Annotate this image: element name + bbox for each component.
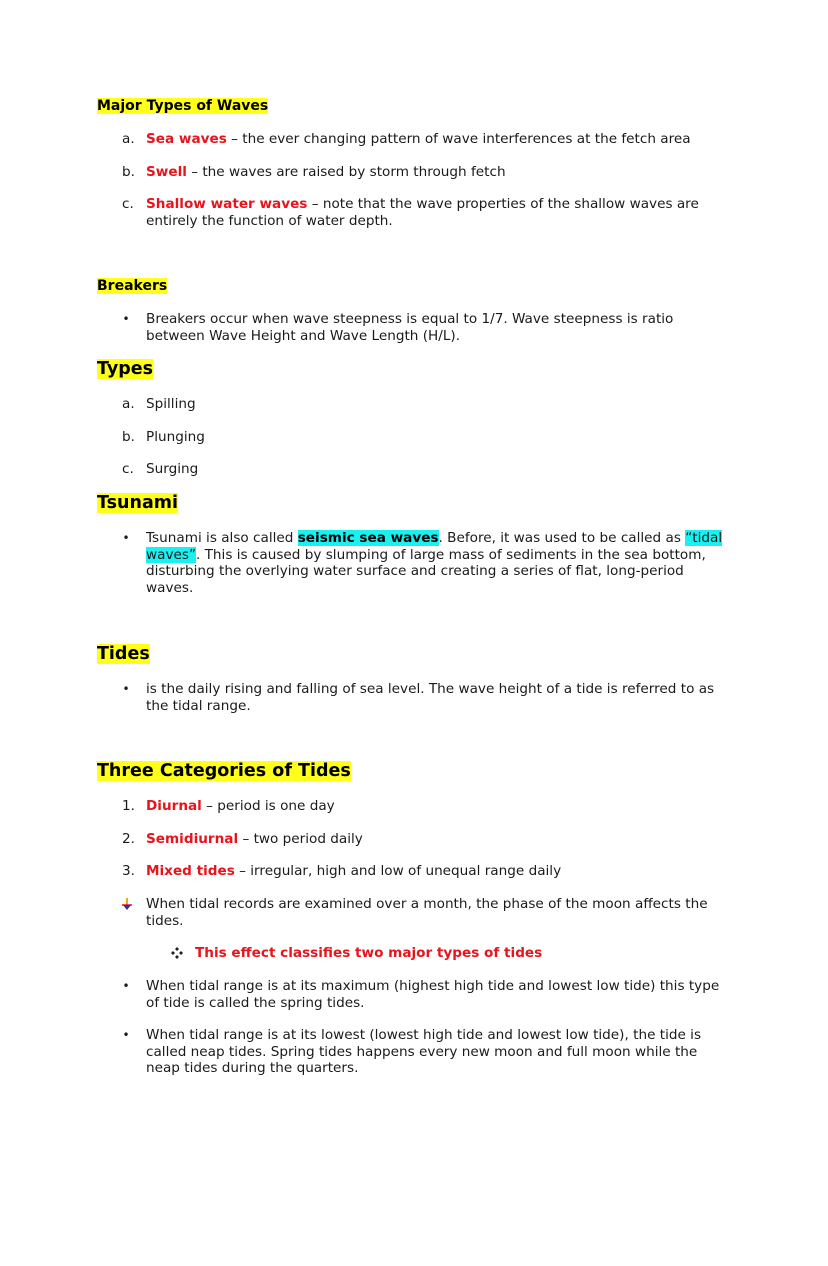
down-arrow-icon xyxy=(120,897,134,911)
list-item: 1. Diurnal – period is one day xyxy=(122,798,335,814)
four-diamond-icon xyxy=(171,947,183,959)
list-item: c. Surging xyxy=(122,461,199,477)
heading-breakers: Breakers xyxy=(97,278,168,294)
list-item: b. Plunging xyxy=(122,429,205,445)
list-item: c. Shallow water waves – note that the wave properties of the shallow waves are entirely the function of water depth. xyxy=(122,196,699,229)
sub-note: This effect classifies two major types of tides xyxy=(195,945,735,962)
bullet-item: • Tsunami is also called seismic sea waves. Before, it was used to be called as “tidal waves”. This is caused by slumping of large mass of sediments in the sea bottom, disturbing the overlying water surface and creating a series of flat, long-period waves. xyxy=(146,530,731,596)
bullet-item: • is the daily rising and falling of sea level. The wave height of a tide is referred to as the tidal range. xyxy=(146,681,731,714)
heading-types: Types xyxy=(97,359,154,379)
list-item: a. Sea waves – the ever changing pattern of wave interferences at the fetch area xyxy=(122,131,691,147)
heading-tsunami: Tsunami xyxy=(97,493,178,513)
bullet-icon: • xyxy=(122,979,130,993)
bullet-item: • When tidal range is at its lowest (lowest high tide and lowest low tide), the tide is called neap tides. Spring tides happens every new moon and full moon while the neap tides during the quarters. xyxy=(146,1027,731,1077)
bullet-icon: • xyxy=(122,682,130,696)
heading-three-categories-of-tides: Three Categories of Tides xyxy=(97,761,351,781)
arrow-note: When tidal records are examined over a month, the phase of the moon affects the tides. xyxy=(146,896,731,929)
list-item: 3. Mixed tides – irregular, high and low of unequal range daily xyxy=(122,863,562,879)
list-item: b. Swell – the waves are raised by storm through fetch xyxy=(122,164,506,180)
heading-major-types-of-waves: Major Types of Waves xyxy=(97,98,269,114)
list-item: a. Spilling xyxy=(122,396,196,412)
heading-tides: Tides xyxy=(97,644,150,664)
bullet-item: • When tidal range is at its maximum (highest high tide and lowest low tide) this type of tide is called the spring tides. xyxy=(146,978,731,1011)
bullet-icon: • xyxy=(122,531,130,545)
bullet-item: • Breakers occur when wave steepness is equal to 1/7. Wave steepness is ratio between Wave Height and Wave Length (H/L). xyxy=(146,311,731,344)
bullet-icon: • xyxy=(122,1028,130,1042)
list-item: 2. Semidiurnal – two period daily xyxy=(122,831,363,847)
bullet-icon: • xyxy=(122,312,130,326)
